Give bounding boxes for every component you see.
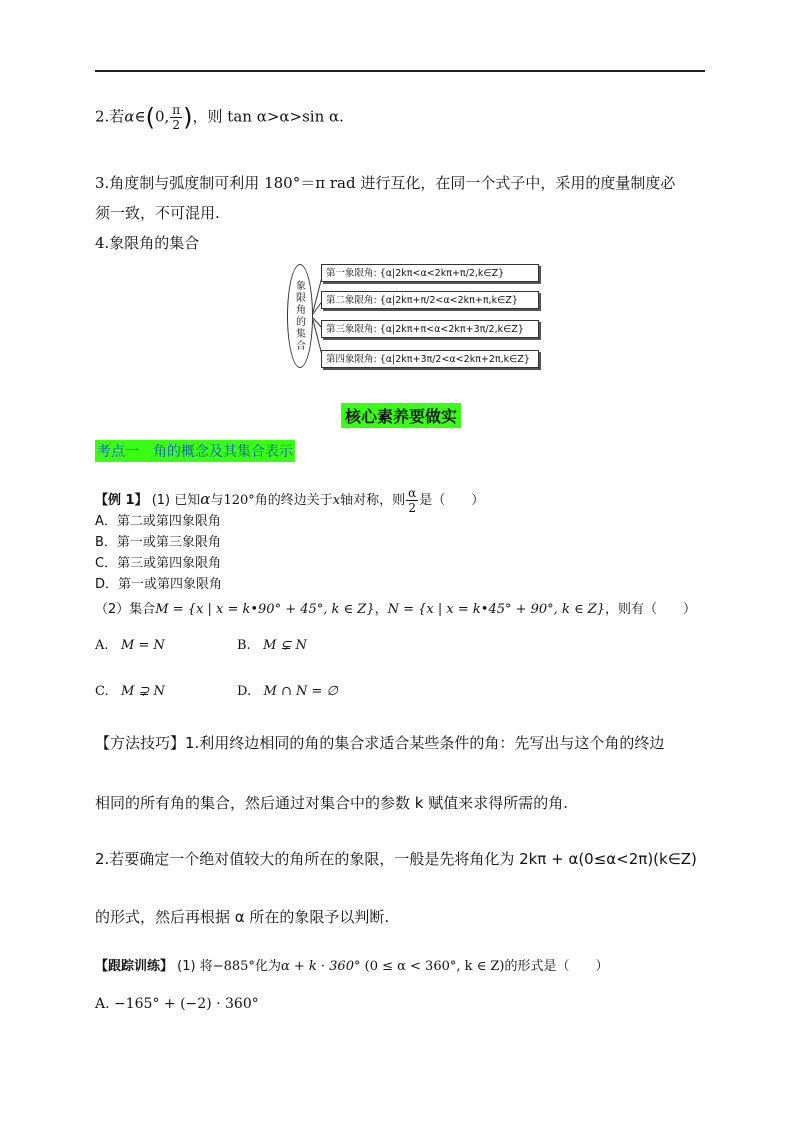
tracking-expr: α + k · 360° [280,959,361,974]
ex1-option-d: D．第一或第四象限角 [95,577,223,592]
ex1-2-option-b [237,638,307,653]
example-1-label: 【例 1】 [95,493,148,508]
ex1-part2-suffix: ，则有（ ） [605,602,697,617]
tracking-cond: (0 ≤ α < 360°, k ∈ Z) [364,959,505,974]
ex1-text-b: 与 [210,493,224,508]
method-line-1: 【方法技巧】1.利用终边相同的角的集合求适合某些条件的角：先写出与这个角的终边 [95,734,665,752]
item-2: 2.若α∈(0, $\frac{\pi}{2}$ )，则 tan α>α>sin α. [95,103,344,132]
item-2-suffix: ，则 tan α>α>sin α. [192,107,344,126]
ex1-option-a: A．第二或第四象限角 [95,514,221,529]
ex1-angle: 120° [223,493,255,508]
ex1-option-c: C．第三或第四象限角 [95,556,222,571]
item-2-zero: 0 [154,107,165,126]
set-N: N = {x | x = k•45° + 90°, k ∈ Z} [387,602,606,617]
ex1-text-a: (1) 已知 [151,493,201,508]
ex1-2-option-d [237,684,338,699]
ex1-alpha: α [200,490,211,508]
ex1-x: x [332,493,341,508]
item-2-prefix: 2.若 [95,107,125,126]
method-line-2: 相同的所有角的集合，然后通过对集合中的参数 k 赋值来求得所需的角. [95,794,568,812]
ex1-frac-num: α [408,486,417,500]
opt-b-label: B. [237,638,251,653]
item-3-line-1: 3.角度制与弧度制可利用 180°＝π rad 进行互化，在同一个式子中，采用的度量制度必 [95,174,676,192]
tracking-text-c: 的形式是（ ） [504,959,609,974]
opt-c-label: C. [95,684,109,699]
ex1-2-option-a [95,638,165,653]
opt-a-label: A. [95,638,109,653]
ex1-option-b: B．第一或第三象限角 [95,535,221,550]
opt-b-text: M ⊊ N [263,638,307,653]
center-label: 象限角的集合 [296,281,306,352]
topic-label: 考点一 角的概念及其集合表示 [95,440,295,462]
item-2-alpha: α [124,107,135,126]
tracking-option-a [95,996,259,1012]
left-paren: ( [145,103,155,132]
ex1-text-e: 是（ ） [419,493,485,508]
quadrant-3-box: 第三象限角: {α|2kπ+π<α<2kπ+3π/2,k∈Z} [321,320,539,338]
ex1-text-d: 轴对称，则 [340,493,406,508]
method-line-3: 2.若要确定一个绝对值较大的角所在的象限，一般是先将角化为 2kπ + α(0≤α<2π)(k∈Z) [95,850,697,868]
ex1-frac-den: 2 [408,501,417,515]
tracking-angle: −885° [212,959,255,974]
ex1-2-option-c [95,684,165,699]
quadrant-2-box: 第二象限角: {α|2kπ+π/2<α<2kπ+π,k∈Z} [321,291,539,309]
fraction-denominator: 2 [172,118,181,132]
method-line-4: 的形式，然后再根据 α 所在的象限予以判断. [95,908,390,926]
set-M: M = {x | x = k•90° + 45°, k ∈ Z} [155,602,375,617]
tracking-text-b: 化为 [254,959,281,974]
tracking-question [95,955,609,974]
fraction-numerator: π [172,103,181,117]
opt-d-label: D. [237,684,252,699]
section-heading: 核心素养要做实 [341,403,461,428]
alpha-over-2-fraction [406,486,418,515]
ex1-text-c: 角的终边关于 [254,493,333,508]
example-1-part-2 [95,598,696,617]
quadrant-angle-diagram [287,262,543,372]
item-3-line-2: 须一致，不可混用. [95,204,220,222]
right-paren: ) [183,103,193,132]
tracking-opt-a-text: −165° + (−2) · 360° [114,996,259,1012]
pi-over-2-fraction [170,103,182,132]
opt-d-text: M ∩ N = ∅ [263,684,338,699]
quadrant-4-box: 第四象限角: {α|2kπ+3π/2<α<2kπ+2π,k∈Z} [321,350,539,368]
opt-c-text: M ⊋ N [121,684,165,699]
tracking-opt-a-label: A. [95,996,110,1012]
item-4-title: 4.象限角的集合 [95,234,200,252]
header-rule [95,70,705,72]
tracking-label: 【跟踪训练】 [95,959,174,974]
quadrant-1-box: 第一象限角: {α|2kπ<α<2kπ+π/2,k∈Z} [321,264,539,282]
opt-a-text: M = N [120,638,165,653]
item-2-in: ∈ [134,107,146,126]
ex1-part2-prefix: （2）集合 [95,602,156,617]
ex1-comma: ， [374,602,388,617]
tracking-text-a: (1) 将 [177,959,213,974]
